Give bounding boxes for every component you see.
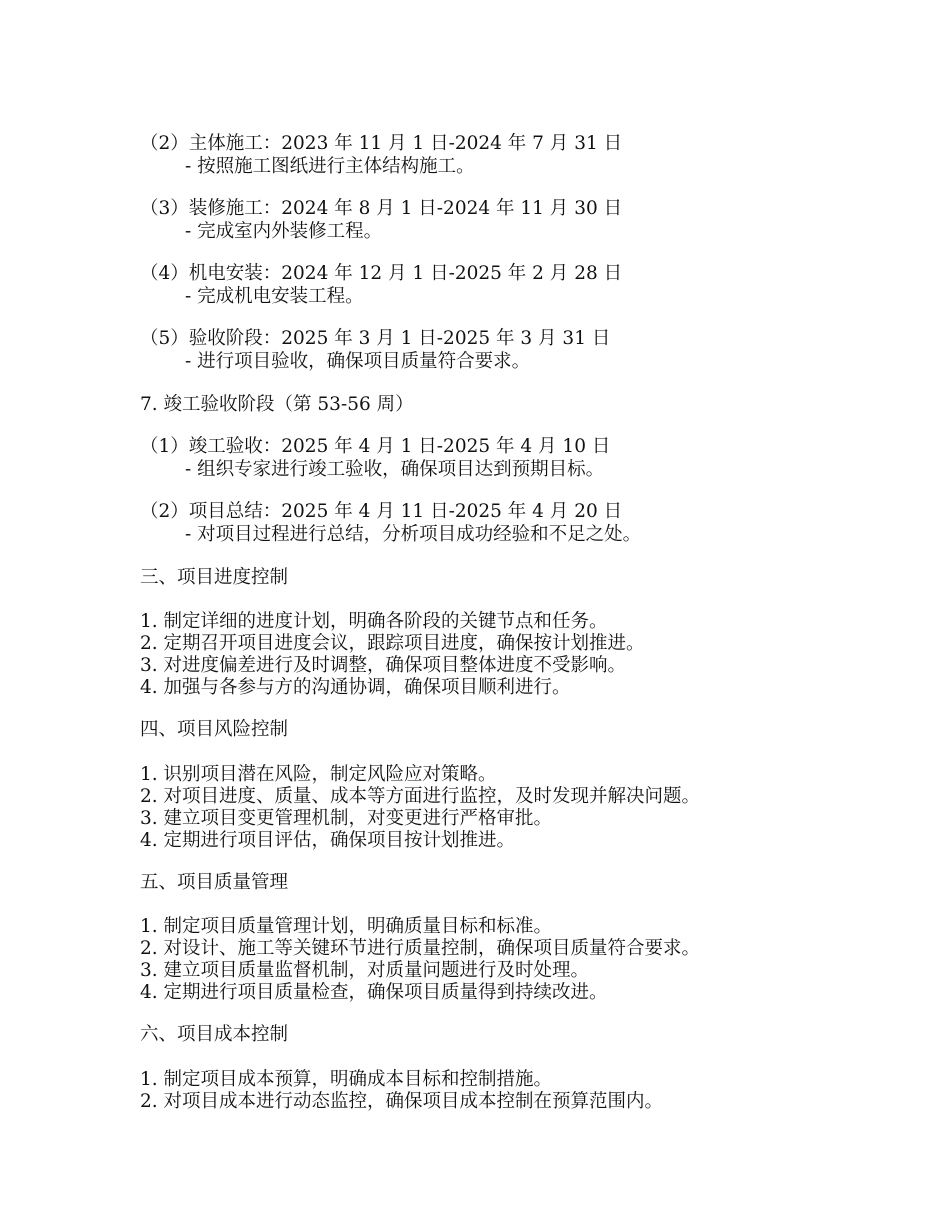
list-item: 4. 定期进行项目质量检查，确保项目质量得到持续改进。 [140,982,608,1003]
list-item: 1. 识别项目潜在风险，制定风险应对策略。 [140,764,497,785]
list-item: 3. 建立项目变更管理机制，对变更进行严格审批。 [140,808,553,829]
list-item: 2. 定期召开项目进度会议，跟踪项目进度，确保按计划推进。 [140,633,645,654]
phase-item-title: （5）验收阶段：2025 年 3 月 1 日-2025 年 3 月 31 日 [140,328,611,349]
phase-item-detail: - 按照施工图纸进行主体结构施工。 [185,156,475,177]
list-item: 1. 制定详细的进度计划，明确各阶段的关键节点和任务。 [140,611,608,632]
phase-item-detail: - 完成机电安装工程。 [185,286,364,307]
list-item: 3. 对进度偏差进行及时调整，确保项目整体进度不受影响。 [140,655,627,676]
list-item: 2. 对设计、施工等关键环节进行质量控制，确保项目质量符合要求。 [140,938,701,959]
section-heading: 六、项目成本控制 [140,1024,289,1045]
phase-item-title: （1）竣工验收：2025 年 4 月 1 日-2025 年 4 月 10 日 [140,436,611,457]
section-heading: 五、项目质量管理 [140,872,289,893]
phase-item-title: （3）装修施工：2024 年 8 月 1 日-2024 年 11 月 30 日 [140,198,623,219]
list-item: 2. 对项目成本进行动态监控，确保项目成本控制在预算范围内。 [140,1091,664,1112]
phase-item-detail: - 完成室内外装修工程。 [185,221,383,242]
list-item: 3. 建立项目质量监督机制，对质量问题进行及时处理。 [140,960,590,981]
phase-item-detail: - 进行项目验收，确保项目质量符合要求。 [185,351,531,372]
list-item: 1. 制定项目质量管理计划，明确质量目标和标准。 [140,916,553,937]
section-heading: 7. 竣工验收阶段（第 53-56 周） [140,394,414,415]
phase-item-title: （4）机电安装：2024 年 12 月 1 日-2025 年 2 月 28 日 [140,263,623,284]
phase-item-title: （2）主体施工：2023 年 11 月 1 日-2024 年 7 月 31 日 [140,133,623,154]
phase-item-detail: - 组织专家进行竣工验收，确保项目达到预期目标。 [185,459,605,480]
phase-item-title: （2）项目总结：2025 年 4 月 11 日-2025 年 4 月 20 日 [140,501,623,522]
phase-item-detail: - 对项目过程进行总结，分析项目成功经验和不足之处。 [185,524,642,545]
list-item: 1. 制定项目成本预算，明确成本目标和控制措施。 [140,1069,553,1090]
section-heading: 四、项目风险控制 [140,719,289,740]
list-item: 4. 加强与各参与方的沟通协调，确保项目顺利进行。 [140,677,571,698]
list-item: 2. 对项目进度、质量、成本等方面进行监控，及时发现并解决问题。 [140,786,701,807]
list-item: 4. 定期进行项目评估，确保项目按计划推进。 [140,830,516,851]
section-heading: 三、项目进度控制 [140,567,289,588]
